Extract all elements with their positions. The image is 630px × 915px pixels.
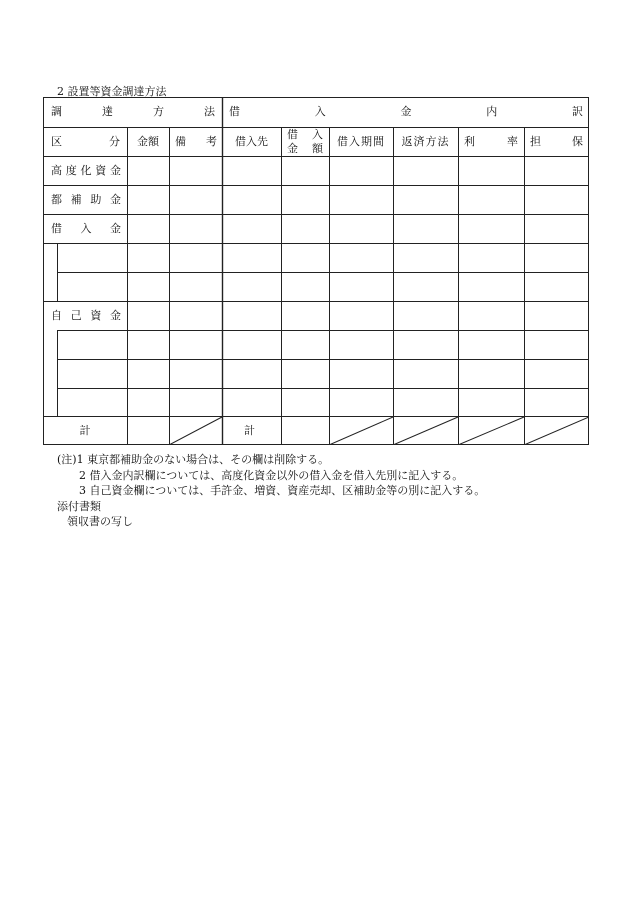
section-heading: 2 設置等資金調達方法 [57,85,167,98]
header-funding-method: 調 達 方 法 [51,105,215,118]
col-header-category-ku: 区 [51,135,62,148]
col-header-repayment: 返済方法 [401,135,450,148]
note-1: (注)1 東京都補助金のない場合は、その欄は削除する。 [57,453,330,466]
total-label-right: 計 [244,424,255,437]
col-header-collateral: 担 保 [530,135,583,148]
col-header-lender: 借入先 [235,135,268,148]
col-header-interest-rate: 利 率 [464,135,518,148]
attachments-item: 領収書の写し [67,515,133,528]
funding-table [43,97,589,445]
header-loan-breakdown: 借 入 金 内 訳 [229,105,583,118]
row-label-own-funds: 自 己 資 金 [51,309,121,322]
row-label-borrowings: 借 入 金 [51,222,121,235]
col-header-loan-period: 借入期間 [337,135,385,148]
col-header-remarks: 備 考 [175,135,217,148]
row-label-tokyo-subsidy: 都 補 助 金 [51,193,121,206]
col-header-loan-amount-top: 借 入 [287,128,323,141]
total-label-left: 計 [79,424,91,437]
row-label-upgrade-fund: 高 度 化 資 金 [51,164,121,177]
notes-section [57,452,485,530]
note-3: 3 自己資金欄については、手許金、増資、資産売却、区補助金等の別に記入する。 [79,484,486,497]
attachments-title: 添付書類 [57,499,101,513]
col-header-amount: 金額 [137,135,159,148]
col-header-category-bun: 分 [109,135,120,148]
col-header-loan-amount-bottom: 金 額 [287,142,323,155]
note-2: 2 借入金内訳欄については、高度化資金以外の借入金を借入先別に記入する。 [79,468,464,482]
